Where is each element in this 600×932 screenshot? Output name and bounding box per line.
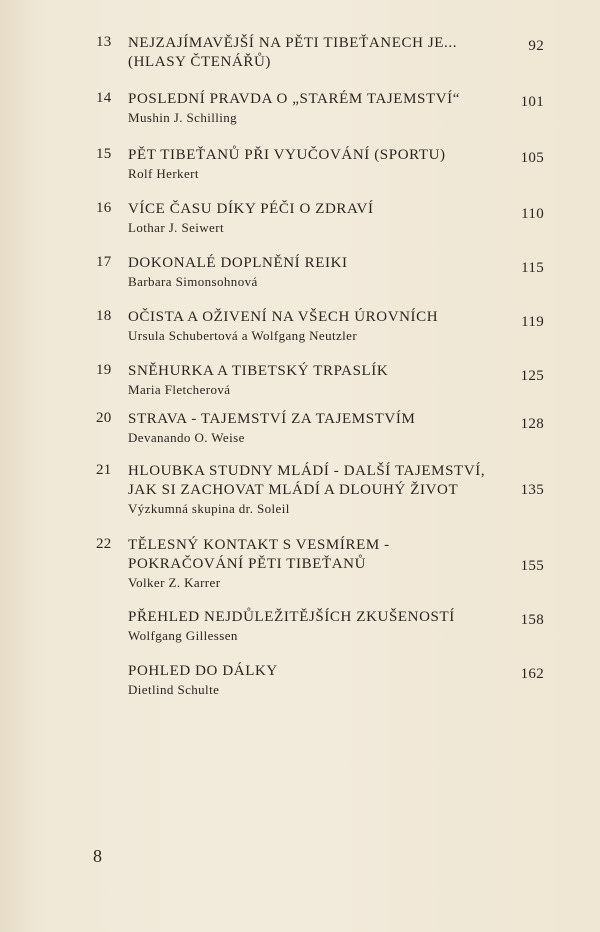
chapter-title-line: JAK SI ZACHOVAT MLÁDÍ A DLOUHÝ ŽIVOT (128, 482, 459, 498)
chapter-title-line: DOKONALÉ DOPLNĚNÍ REIKI (128, 255, 348, 271)
chapter-author: Wolfgang Gillessen (128, 628, 238, 643)
chapter-title-line: SNĚHURKA A TIBETSKÝ TRPASLÍK (128, 363, 389, 379)
chapter-page-number: 101 (520, 94, 544, 110)
chapter-title-line: HLOUBKA STUDNY MLÁDÍ - DALŠÍ TAJEMSTVÍ, (128, 463, 486, 479)
chapter-title-line: POHLED DO DÁLKY (128, 663, 278, 679)
chapter-title (128, 410, 488, 429)
chapter-author: Volker Z. Karrer (128, 575, 221, 590)
chapter-title-line: VÍCE ČASU DÍKY PÉČI O ZDRAVÍ (128, 201, 374, 217)
chapter-author: Dietlind Schulte (128, 682, 220, 697)
chapter-title-line: PŘEHLED NEJDŮLEŽITĚJŠÍCH ZKUŠENOSTÍ (128, 609, 455, 625)
chapter-title-line: OČISTA A OŽIVENÍ NA VŠECH ÚROVNÍCH (128, 309, 439, 325)
chapter-number: 15 (96, 146, 112, 162)
chapter-author: Ursula Schubertová a Wolfgang Neutzler (128, 328, 358, 343)
chapter-page-number: 135 (520, 482, 544, 498)
chapter-number: 19 (96, 362, 112, 378)
chapter-page-number: 110 (521, 206, 544, 222)
chapter-page-number: 155 (520, 558, 544, 574)
chapter-number: 13 (96, 34, 112, 50)
chapter-author: Barbara Simonsohnová (128, 274, 258, 289)
chapter-author: Rolf Herkert (128, 166, 199, 181)
page-number: 8 (93, 846, 102, 866)
chapter-number: 14 (96, 90, 112, 106)
chapter-number: 18 (96, 308, 112, 324)
chapter-number: 17 (96, 254, 112, 270)
chapter-page-number: 125 (520, 368, 544, 384)
chapter-author: Výzkumná skupina dr. Soleil (128, 501, 290, 516)
chapter-title (128, 146, 488, 165)
chapter-title (128, 608, 488, 627)
chapter-title (128, 662, 488, 681)
chapter-page-number: 158 (520, 612, 544, 628)
chapter-author: Devanando O. Weise (128, 430, 245, 445)
chapter-title-line: PĚT TIBEŤANŮ PŘI VYUČOVÁNÍ (SPORTU) (128, 147, 446, 163)
chapter-page-number: 115 (521, 260, 544, 276)
chapter-title (128, 308, 488, 327)
chapter-page-number: 162 (520, 666, 544, 682)
chapter-author: Mushin J. Schilling (128, 110, 238, 125)
chapter-number: 22 (96, 536, 112, 552)
chapter-page-number: 119 (521, 314, 544, 330)
chapter-page-number: 128 (520, 416, 544, 432)
chapter-title-line: NEJZAJÍMAVĚJŠÍ NA PĚTI TIBEŤANECH JE... (128, 35, 458, 51)
chapter-page-number: 92 (528, 38, 544, 54)
chapter-title-line: POSLEDNÍ PRAVDA O „STARÉM TAJEMSTVÍ“ (128, 91, 461, 107)
chapter-number: 20 (96, 410, 112, 426)
chapter-title-line: STRAVA - TAJEMSTVÍ ZA TAJEMSTVÍM (128, 411, 416, 427)
chapter-title (128, 200, 488, 219)
chapter-title (128, 362, 488, 381)
chapter-number: 16 (96, 200, 112, 216)
chapter-title (128, 34, 488, 72)
chapter-title-line: (HLASY ČTENÁŘŮ) (128, 54, 272, 70)
chapter-title (128, 90, 488, 109)
chapter-title (128, 254, 488, 273)
chapter-title-line: POKRAČOVÁNÍ PĚTI TIBEŤANŮ (128, 556, 367, 572)
chapter-number: 21 (96, 462, 112, 478)
chapter-author: Maria Fletcherová (128, 382, 231, 397)
chapter-page-number: 105 (520, 150, 544, 166)
chapter-author: Lothar J. Seiwert (128, 220, 224, 235)
chapter-title-line: TĚLESNÝ KONTAKT S VESMÍREM - (128, 537, 390, 553)
chapter-title (128, 536, 488, 574)
chapter-title (128, 462, 488, 500)
